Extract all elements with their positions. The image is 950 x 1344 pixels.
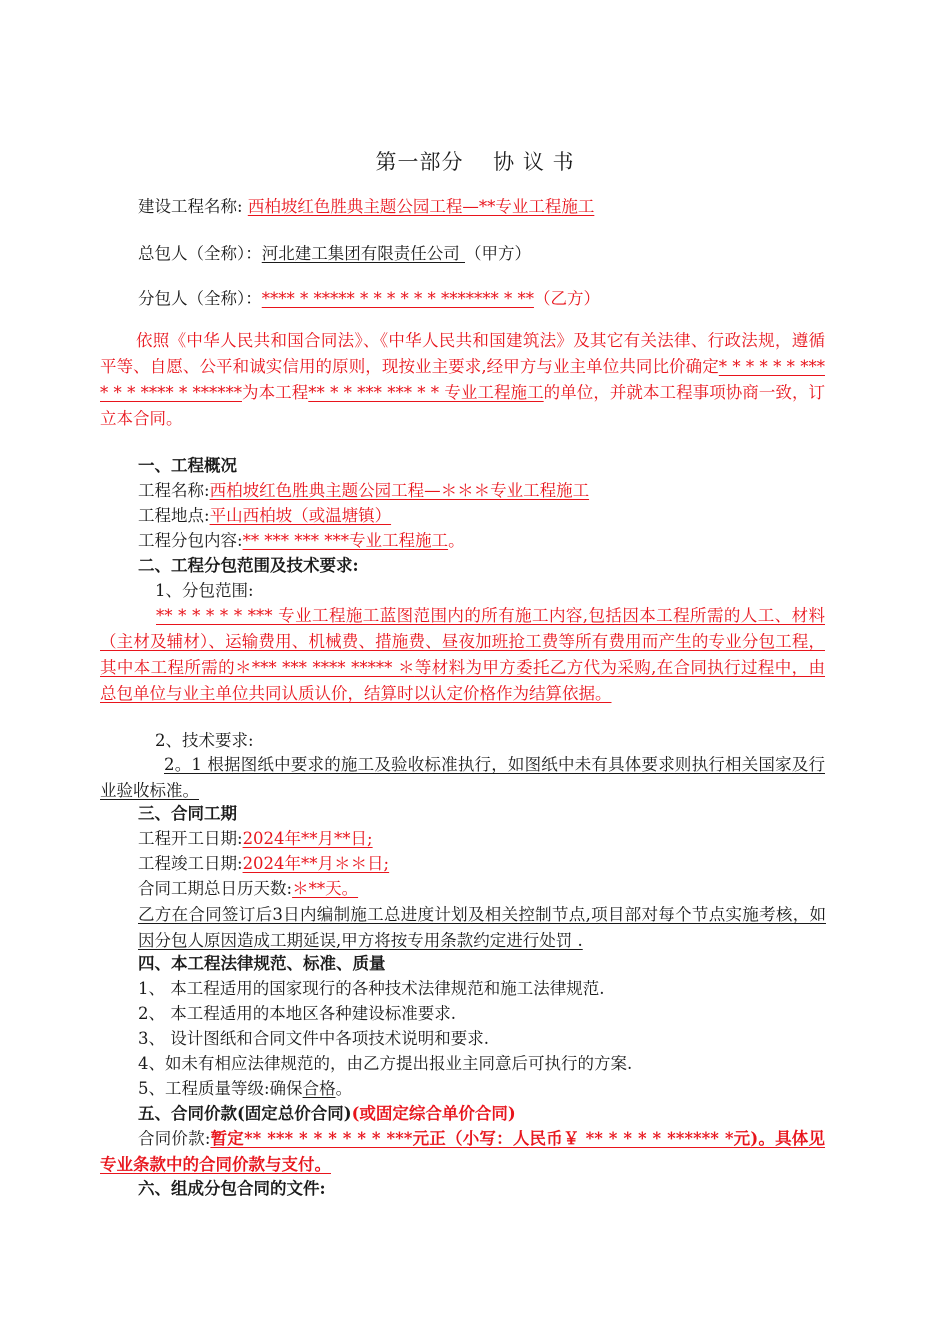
intro-part5: 的单位，并就本工程事项协商一致，订立本合同。 (100, 383, 826, 428)
law-item-1: 1、 本工程适用的国家现行的各种技术法律规范和施工法律规范. (138, 979, 605, 998)
section1-content-tail: 。 (448, 531, 465, 550)
party-a-value: 河北建工集团有限责任公司 (261, 244, 465, 263)
intro-work-scope: ** * * *** *** * * 专业工程施工 (308, 383, 544, 402)
section5-heading-line (138, 1103, 828, 1125)
party-a-label: 总包人（全称）： (138, 244, 262, 263)
scope-paragraph (100, 603, 825, 707)
start-date-line (138, 828, 828, 850)
scope-materials: ＊*** *** **** ***** ＊ (234, 658, 415, 677)
section1-location-label: 工程地点: (138, 506, 210, 525)
section5-heading: 五、合同价款(固定总价合同) (138, 1104, 352, 1123)
section1-name-value: 西柏坡红色胜典主题公园工程—＊＊＊专业工程施工 (209, 481, 590, 500)
project-name-value: 西柏坡红色胜典主题公园工程—**专业工程施工 (247, 197, 595, 216)
quality-tail: 。 (335, 1079, 353, 1098)
end-date-label: 工程竣工日期: (138, 854, 243, 873)
party-b-label: 分包人（全称）： (138, 289, 262, 308)
section1-name-label: 工程名称: (138, 481, 210, 500)
law-item-2: 2、 本工程适用的本地区各种建设标准要求. (138, 1004, 456, 1023)
start-date-label: 工程开工日期: (138, 829, 243, 848)
intro-part1: 依照《中华人民共和国合同法》、《中华人民共和国建筑法》及其它有关法律、行政法规，遵循平等、自愿、公平和诚实信用的原则，现按业主要求,经甲方与业主单位共同比价确定 (100, 331, 825, 376)
quality-line (138, 1078, 828, 1100)
intro-selected-party: * * * * * * *** * * * **** * ****** (100, 357, 825, 402)
price-paragraph (100, 1126, 825, 1178)
party-b-line (138, 288, 828, 310)
price-value: 暂定** *** * * * * * * ***元正（小写：人民币￥ ** * * * * ****** *元)。具体见专业条款中的合同价款与支付。 (100, 1129, 826, 1174)
project-name-line (138, 196, 828, 218)
section1-content-label: 工程分包内容: (138, 531, 243, 550)
days-label: 合同工期总日历天数: (138, 879, 293, 898)
tech-paragraph: 2。1 根据图纸中要求的施工及验收标准执行，如图纸中未有具体要求则执行相关国家及行业验收标准。 (100, 755, 825, 800)
section1-location-value: 平山西柏坡（或温塘镇） (209, 506, 392, 525)
section1-content-value: ** *** *** ***专业工程施工 (242, 531, 449, 550)
project-name-label: 建设工程名称: (138, 197, 243, 216)
tech-label: 2、技术要求: (155, 731, 254, 750)
quality-label: 5、工程质量等级:确保 (138, 1079, 303, 1098)
quality-value: 合格 (302, 1079, 336, 1098)
party-a-suffix: （甲方） (465, 244, 531, 263)
intro-paragraph (100, 328, 825, 432)
end-date-line (138, 853, 828, 875)
start-date-value: 2024年**月**日; (242, 829, 373, 848)
days-value: ＊**天。 (292, 879, 359, 898)
price-label: 合同价款: (138, 1129, 211, 1148)
section4-heading: 四、本工程法律规范、标准、质量 (138, 954, 386, 973)
scope-label: 1、分包范围: (155, 581, 254, 600)
law-item-3: 3、 设计图纸和合同文件中各项技术说明和要求. (138, 1029, 489, 1048)
scope-text-a: ** * * * * * *** 专业工程施工蓝图范围内的所有施工内容,包括因本工程所需的人工、材料（主材及辅材）、运输费用、机械费、措施费、昼夜加班抢工费等所有费用而产生的专业分包工程，其中本工程所需的 (100, 606, 825, 677)
section5-heading-alt: (或固定综合单价合同) (351, 1104, 516, 1123)
section2-heading: 二、工程分包范围及技术要求: (138, 556, 359, 575)
scope-text-c: 等材料为甲方委托乙方代为采购,在合同执行过程中，由总包单位与业主单位共同认质认价，结算时以认定价格作为结算依据。 (100, 658, 826, 703)
schedule-note: 乙方在合同签订后3日内编制施工总进度计划及相关控制节点,项目部对每个节点实施考核，如因分包人原因造成工期延误,甲方将按专用条款约定进行处罚 . (138, 905, 826, 950)
section1-name-line (138, 480, 828, 502)
party-a-line (138, 243, 828, 265)
party-b-value: **** * ***** * * * * * * ******* * ** (261, 289, 534, 308)
section1-location-line (138, 505, 828, 527)
end-date-value: 2024年**月＊＊日; (242, 854, 390, 873)
section3-heading: 三、合同工期 (138, 804, 237, 823)
section1-heading: 一、工程概况 (138, 456, 237, 475)
party-b-suffix: （乙方） (533, 289, 600, 308)
days-line (138, 878, 828, 900)
intro-part3: 为本工程 (242, 383, 309, 402)
document-title: 第一部分 协 议 书 (375, 150, 575, 174)
section6-heading: 六、组成分包合同的文件: (138, 1179, 326, 1198)
section1-content-line (138, 530, 828, 552)
law-item-4: 4、如未有相应法律规范的，由乙方提出报业主同意后可执行的方案. (138, 1054, 633, 1073)
